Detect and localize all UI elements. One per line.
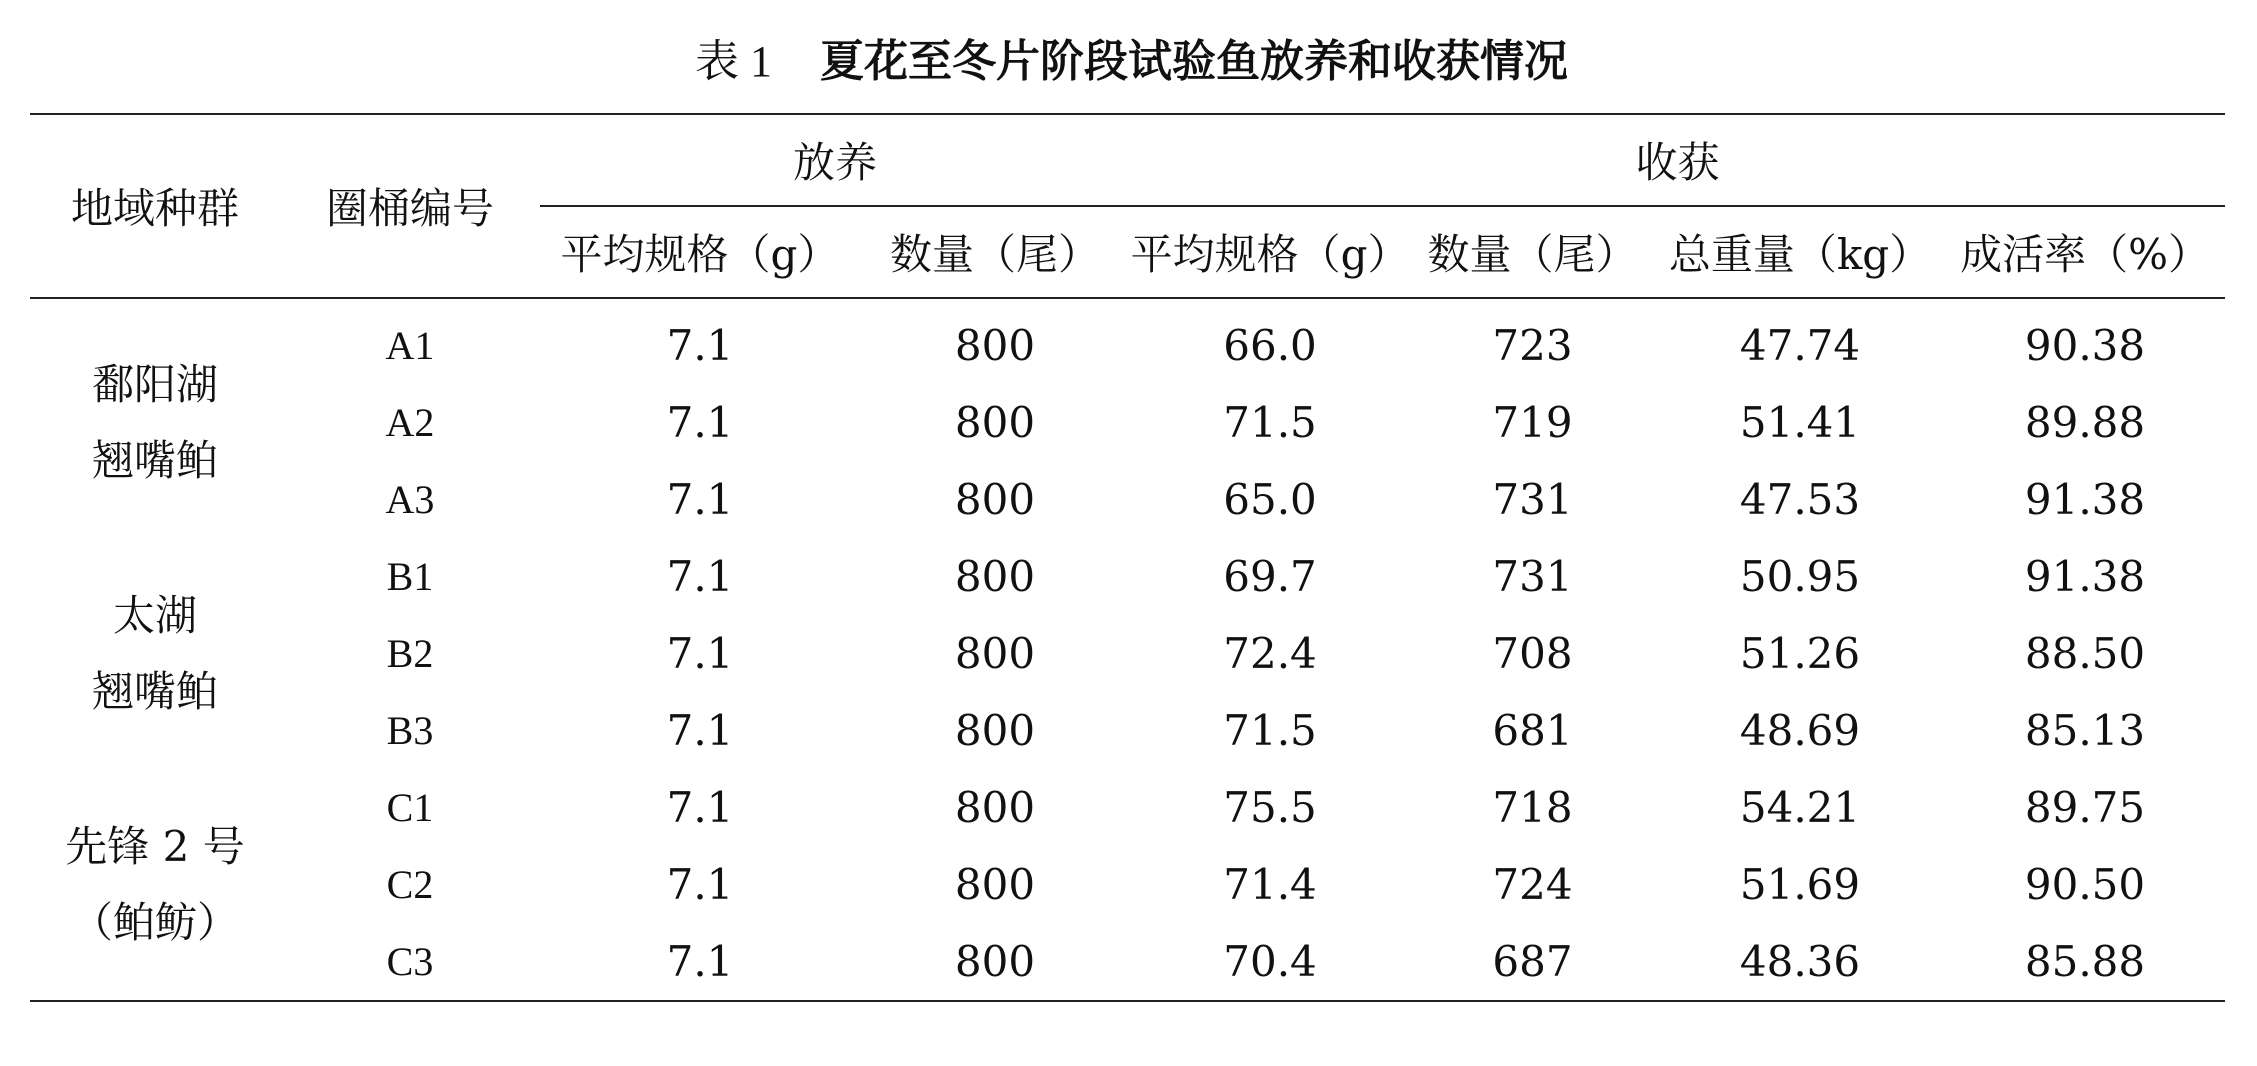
harvest-weight: 51.69 xyxy=(1739,860,1861,909)
stock-size: 7.1 xyxy=(666,552,734,601)
harvest-count: 731 xyxy=(1492,552,1573,601)
stock-count: 800 xyxy=(954,321,1036,370)
harvest-weight: 50.95 xyxy=(1739,552,1861,601)
harvest-count: 723 xyxy=(1492,321,1573,370)
stock-count: 800 xyxy=(954,783,1036,832)
stock-count: 800 xyxy=(954,860,1036,909)
harvest-count: 681 xyxy=(1492,706,1573,755)
harvest-count: 719 xyxy=(1492,398,1573,447)
header-harvest-total-weight: 总重量（kg） xyxy=(1655,206,1945,298)
stock-size: 7.1 xyxy=(666,783,734,832)
tank-id: C1 xyxy=(386,785,434,830)
harvest-size: 70.4 xyxy=(1130,923,1410,1001)
table-row xyxy=(30,384,2225,461)
stock-size: 7.1 xyxy=(666,629,734,678)
table-row xyxy=(30,769,2225,846)
header-harvest-count: 数量（尾） xyxy=(1410,206,1655,298)
caption-number: 表 1 xyxy=(695,37,772,86)
survival-rate: 91.38 xyxy=(2024,475,2146,524)
table-row xyxy=(30,538,2225,615)
stock-size: 7.1 xyxy=(666,706,734,755)
survival-rate: 89.75 xyxy=(2024,783,2146,832)
harvest-count: 708 xyxy=(1492,629,1573,678)
header-row-1 xyxy=(30,114,2225,206)
harvest-weight: 47.53 xyxy=(1739,475,1861,524)
header-harvest-avg-size: 平均规格（g） xyxy=(1130,206,1410,298)
region-group-cell xyxy=(30,538,280,769)
stock-count: 800 xyxy=(860,923,1130,1001)
harvest-weight: 47.74 xyxy=(1739,321,1861,370)
stock-size: 7.1 xyxy=(666,860,734,909)
region-name-line2: （鲌鲂） xyxy=(70,897,239,947)
caption-text: 夏花至冬片阶段试验鱼放养和收获情况 xyxy=(820,36,1568,87)
harvest-weight: 48.36 xyxy=(1655,923,1945,1001)
tank-id: B3 xyxy=(386,708,434,753)
header-stocking: 放养 xyxy=(540,114,1130,206)
header-stock-avg-size: 平均规格（g） xyxy=(540,206,860,298)
region-name-line2: 翘嘴鲌 xyxy=(91,666,218,716)
survival-rate: 85.88 xyxy=(1945,923,2225,1001)
table-caption xyxy=(0,30,2257,94)
stock-count: 800 xyxy=(954,398,1036,447)
harvest-size: 71.4 xyxy=(1223,860,1317,909)
survival-rate: 91.38 xyxy=(2024,552,2146,601)
harvest-count: 718 xyxy=(1492,783,1573,832)
harvest-size: 75.5 xyxy=(1223,783,1317,832)
region-name-line1: 先锋 2 号 xyxy=(65,821,245,871)
tank-id: A3 xyxy=(385,477,435,522)
harvest-count: 687 xyxy=(1410,923,1655,1001)
harvest-weight: 51.41 xyxy=(1739,398,1861,447)
table-row xyxy=(30,298,2225,384)
region-group-cell xyxy=(30,298,280,538)
region-name-line1: 太湖 xyxy=(112,590,197,640)
survival-rate: 90.38 xyxy=(2024,321,2146,370)
harvest-size: 65.0 xyxy=(1223,475,1317,524)
harvest-weight: 54.21 xyxy=(1739,783,1861,832)
stock-count: 800 xyxy=(954,706,1036,755)
harvest-weight: 51.26 xyxy=(1739,629,1861,678)
tank-id: C3 xyxy=(280,923,540,1001)
survival-rate: 88.50 xyxy=(2024,629,2146,678)
table-row xyxy=(30,461,2225,538)
harvest-size: 72.4 xyxy=(1223,629,1317,678)
harvest-count: 731 xyxy=(1492,475,1573,524)
region-name-line2: 翘嘴鲌 xyxy=(91,435,218,485)
table-row xyxy=(30,846,2225,923)
tank-id: B2 xyxy=(386,631,434,676)
survival-rate: 89.88 xyxy=(2024,398,2146,447)
header-stock-count: 数量（尾） xyxy=(860,206,1130,298)
harvest-size: 66.0 xyxy=(1223,321,1317,370)
harvest-count: 724 xyxy=(1492,860,1573,909)
stock-count: 800 xyxy=(954,475,1036,524)
header-harvest: 收获 xyxy=(1130,114,2225,206)
stock-count: 800 xyxy=(954,629,1036,678)
tank-id: B1 xyxy=(386,554,434,599)
stock-size: 7.1 xyxy=(666,321,734,370)
tank-id: A1 xyxy=(385,323,435,368)
stocking-harvest-table xyxy=(30,113,2225,1002)
region-group-cell xyxy=(30,769,280,1001)
tank-id: C2 xyxy=(386,862,434,907)
harvest-size: 71.5 xyxy=(1223,398,1317,447)
region-name-line1: 鄱阳湖 xyxy=(91,359,218,409)
header-survival-rate: 成活率（%） xyxy=(1945,206,2225,298)
harvest-weight: 48.69 xyxy=(1739,706,1861,755)
stock-size: 7.1 xyxy=(666,398,734,447)
harvest-size: 71.5 xyxy=(1223,706,1317,755)
table-row xyxy=(30,923,2225,1001)
tank-id: A2 xyxy=(385,400,435,445)
survival-rate: 85.13 xyxy=(2024,706,2146,755)
header-tank: 圈桶编号 xyxy=(280,114,540,298)
table-row xyxy=(30,692,2225,769)
stock-size: 7.1 xyxy=(540,923,860,1001)
harvest-size: 69.7 xyxy=(1223,552,1317,601)
header-region: 地域种群 xyxy=(30,114,280,298)
table-row xyxy=(30,615,2225,692)
stock-size: 7.1 xyxy=(666,475,734,524)
survival-rate: 90.50 xyxy=(2024,860,2146,909)
stock-count: 800 xyxy=(954,552,1036,601)
